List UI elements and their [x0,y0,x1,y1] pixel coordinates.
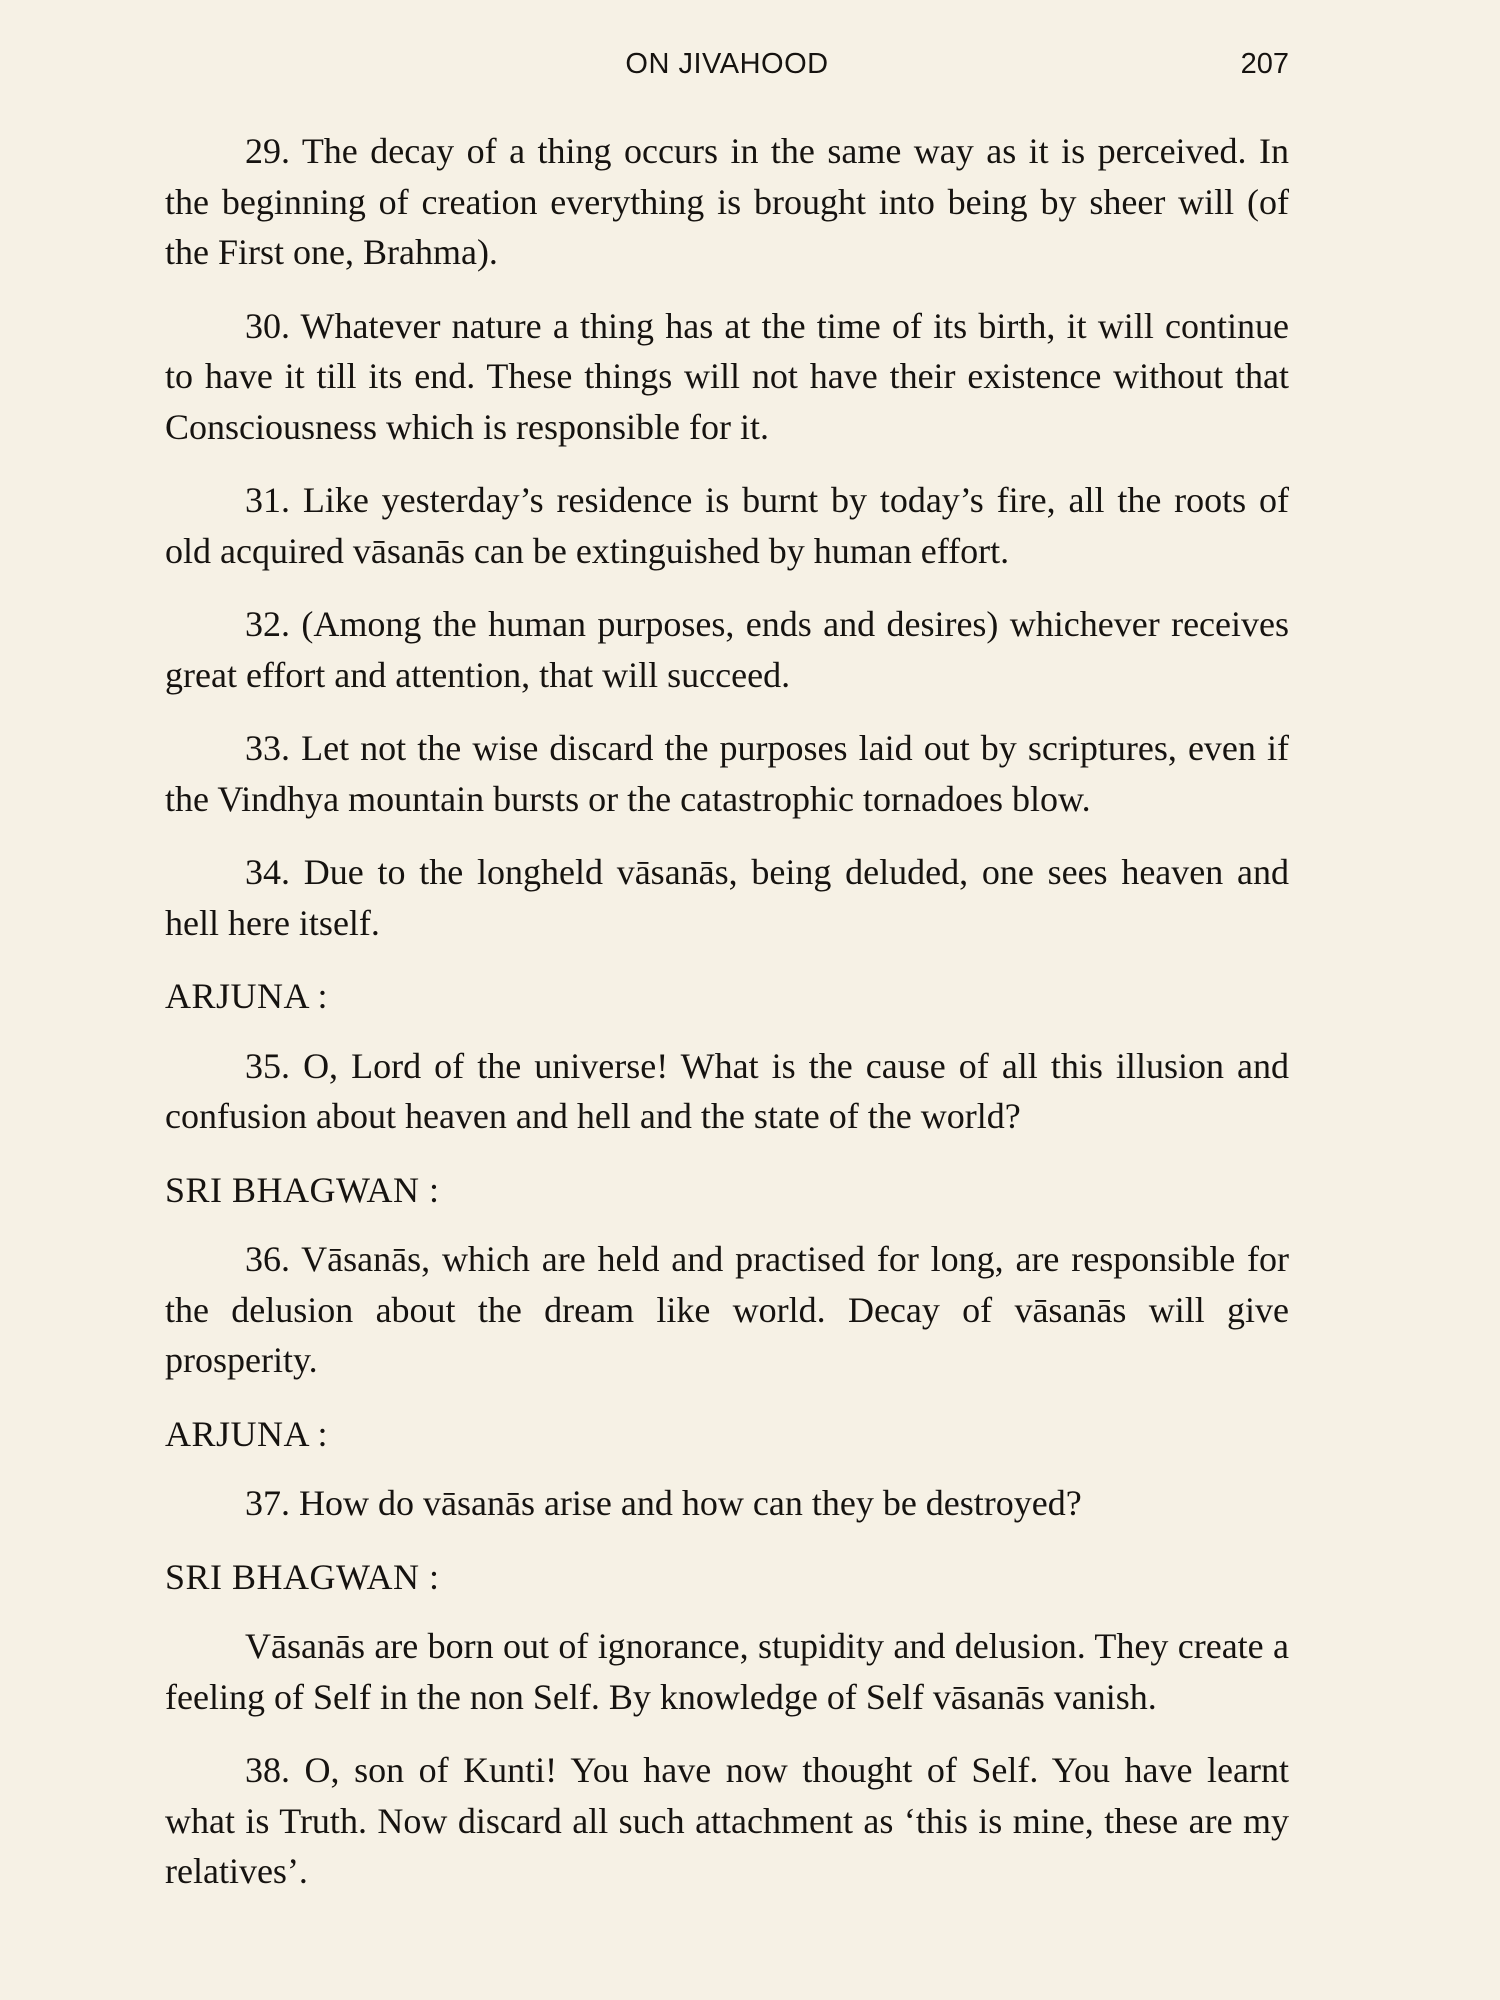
page-number: 207 [1240,48,1289,80]
verse-36: 36. Vāsanās, which are held and practised for long, are responsible for the delusion about the dream like world. Decay of vāsanās will give prosperity. [165,1239,1289,1380]
verse-35: 35. O, Lord of the universe! What is the cause of all this illusion and confusion about heaven and hell and the state of the world? [165,1045,1289,1136]
verse-31: 31. Like yesterday’s residence is burnt by today’s fire, all the roots of old acquired vāsanās can be extinguished by human effort. [165,480,1289,571]
verse-38: 38. O, son of Kunti! You have now thought of Self. You have learnt what is Truth. Now discard all such attachment as ‘this is mine, these are my relatives’. [165,1750,1289,1891]
speaker-sri-bhagwan: SRI BHAGWAN : [165,1169,440,1210]
verse-34: 34. Due to the longheld vāsanās, being deluded, one sees heaven and hell here itself. [165,852,1289,943]
vasanas-answer: Vāsanās are born out of ignorance, stupidity and delusion. They create a feeling of Self in the non Self. By knowledge of Self vāsanās vanish. [165,1626,1289,1717]
speaker-arjuna: ARJUNA : [165,976,329,1016]
page-header [165,48,1289,88]
running-title: ON JIVAHOOD [625,48,829,80]
verse-32: 32. (Among the human purposes, ends and desires) whichever receives great effort and attention, that will succeed. [165,604,1289,695]
verse-30: 30. Whatever nature a thing has at the time of its birth, it will continue to have it till its end. These things will not have their existence without that Consciousness which is responsible for it. [165,305,1289,447]
verse-37: 37. How do vāsanās arise and how can they be destroyed? [245,1483,1082,1523]
verse-29: 29. The decay of a thing occurs in the same way as it is perceived. In the beginning of creation everything is brought into being by sheer will (of the First one, Brahma). [165,131,1289,272]
verse-33: 33. Let not the wise discard the purposes laid out by scriptures, even if the Vindhya mountain bursts or the catastrophic tornadoes blow. [165,728,1289,819]
speaker-sri-bhagwan: SRI BHAGWAN : [165,1556,440,1597]
speaker-arjuna: ARJUNA : [165,1413,329,1454]
page-body [165,126,1289,1920]
